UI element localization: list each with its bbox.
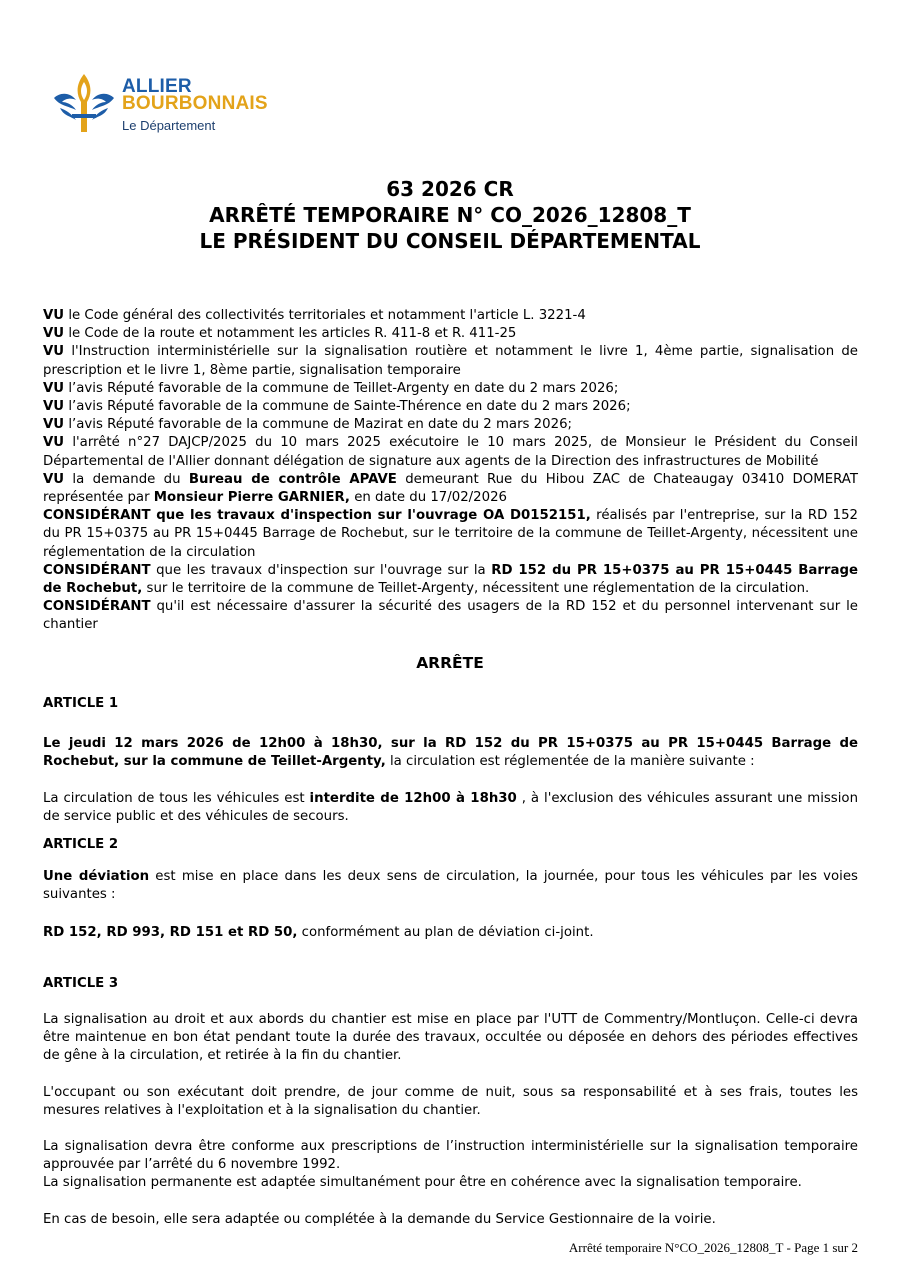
vu-line: VU le Code général des collectivités territoriales et notamment l'article L. 3221-4 [43,308,586,323]
article-2-heading: ARTICLE 2 [43,837,119,853]
logo-line-3: Le Département [122,118,216,133]
logo-line-1: ALLIER [122,76,192,97]
article-3-p5: En cas de besoin, elle sera adaptée ou complétée à la demande du Service Gestionnaire de la voirie. [43,1211,716,1227]
president-line: LE PRÉSIDENT DU CONSEIL DÉPARTEMENTAL [199,229,701,253]
logo-line-2: BOURBONNAIS [122,93,268,114]
fleur-de-lis-icon [50,70,118,138]
vu-line: VU l'Instruction interministérielle sur la signalisation routière et notamment le livre 1, 4ème partie, signalisation de prescription et le livre 1, 8ème partie, signalisation temporaire [43,344,858,378]
article-3-p2: L'occupant ou son exécutant doit prendre, de jour comme de nuit, sous sa responsabilité et à ses frais, toutes les mesures relatives à l'exploitation et à la signalisation du chantier. [43,1084,858,1118]
article-2-p1: Une déviation est mise en place dans les deux sens de circulation, la journée, pour tous les véhicules par les voies suivantes : [43,869,858,903]
considerant-3: CONSIDÉRANT qu'il est nécessaire d'assurer la sécurité des usagers de la RD 152 et du personnel intervenant sur le chantier [43,599,858,633]
considerant-1: CONSIDÉRANT que les travaux d'inspection sur l'ouvrage OA D0152151, réalisés par l'entreprise, sur la RD 152 du PR 15+0375 au PR 15+0445 Barrage de Rochebut, sur le territoire de la commune de Teillet-Argenty, nécessitent une réglementation de la circulation [43,508,858,560]
article-2-p2: RD 152, RD 993, RD 151 et RD 50, conformément au plan de déviation ci-joint. [43,924,594,940]
vu-line: VU l’avis Réputé favorable de la commune de Teillet-Argenty en date du 2 mars 2026; [43,380,619,396]
arrete-title: ARRÊTÉ TEMPORAIRE N° CO_2026_12808_T [209,203,691,227]
department-logo [50,70,290,140]
article-1-p2: La circulation de tous les véhicules est interdite de 12h00 à 18h30 , à l'exclusion des véhicules assurant une mission de service public et des véhicules de secours. [43,790,858,824]
preamble [43,307,858,635]
vu-line: VU le Code de la route et notamment les articles R. 411-8 et R. 411-25 [43,326,517,342]
vu-line: VU l’avis Réputé favorable de la commune de Mazirat en date du 2 mars 2026; [43,417,573,433]
document-title [0,176,900,254]
article-3-p3: La signalisation devra être conforme aux prescriptions de l’instruction interministérielle sur la signalisation temporaire approuvée par l’arrêté du 6 novembre 1992. [43,1139,858,1173]
considerant-2: CONSIDÉRANT que les travaux d'inspection sur l'ouvrage sur la RD 152 du PR 15+0375 au PR 15+0445 Barrage de Rochebut, sur le territoire de la commune de Teillet-Argenty, nécessitent une réglementation de la circulation. [43,562,859,597]
articles [43,695,858,1229]
article-1-p1: Le jeudi 12 mars 2026 de 12h00 à 18h30, sur la RD 152 du PR 15+0375 au PR 15+0445 Barrage de Rochebut, sur la commune de Teillet-Argenty, la circulation est réglementée de la manière suivante : [43,736,858,770]
article-3-p4: La signalisation permanente est adaptée simultanément pour être en cohérence avec la signalisation temporaire. [43,1175,802,1191]
page-footer: Arrêté temporaire N°CO_2026_12808_T - Page 1 sur 2 [568,1240,858,1255]
arrete-heading: ARRÊTE [416,654,484,672]
reference-number: 63 2026 CR [386,177,514,201]
article-3-heading: ARTICLE 3 [43,975,119,991]
article-3-p1: La signalisation au droit et aux abords du chantier est mise en place par l'UTT de Commentry/Montluçon. Celle-ci devra être maintenue en bon état pendant toute la durée des travaux, occultée ou déposée en dehors des périodes effectives de gêne à la circulation, et retirée à la fin du chantier. [43,1012,858,1064]
vu-apave: VU la demande du Bureau de contrôle APAVE demeurant Rue du Hibou ZAC de Chateaugay 03410 DOMERAT représentée par Monsieur Pierre GARNIER, en date du 17/02/2026 [43,471,858,506]
vu-line: VU l'arrêté n°27 DAJCP/2025 du 10 mars 2025 exécutoire le 10 mars 2025, de Monsieur le Président du Conseil Départemental de l'Allier donnant délégation de signature aux agents de la Direction des infrastructures de Mobilité [43,435,858,469]
article-1-heading: ARTICLE 1 [43,696,119,711]
vu-line: VU l’avis Réputé favorable de la commune de Sainte-Thérence en date du 2 mars 2026; [43,399,631,415]
